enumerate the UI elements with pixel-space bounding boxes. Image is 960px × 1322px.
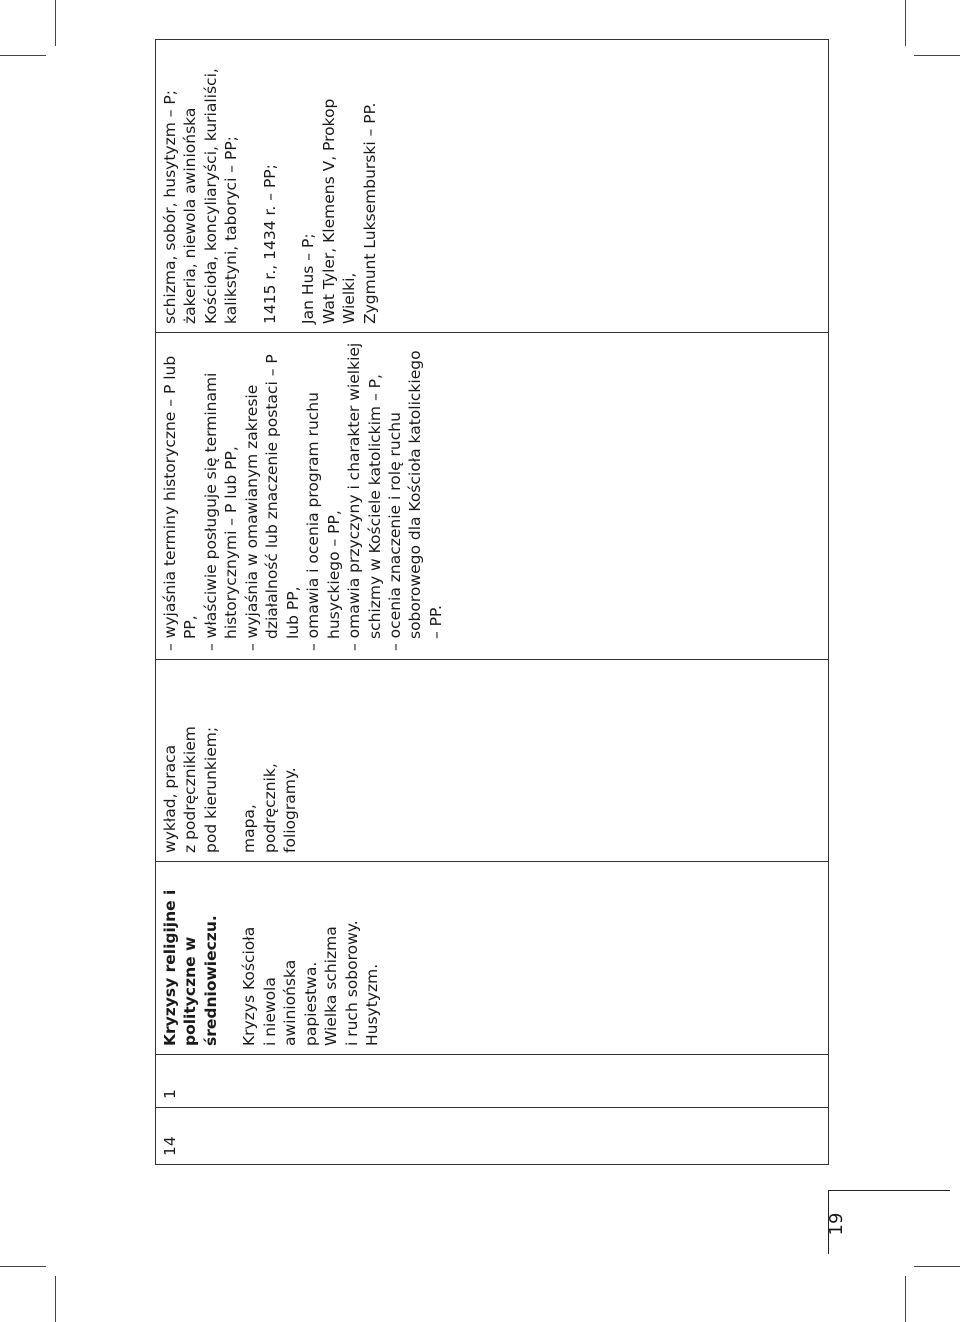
people-text: Jan Hus – P; Wat Tyler, Klemens V, Prokop Wielki, Zygmunt Luksemburski – PP. xyxy=(299,98,379,324)
list-item: – omawia przyczyny i charakter wielkiej schizmy w Kościele katolickim – P, xyxy=(345,342,384,651)
topic-cell xyxy=(156,862,829,1055)
lesson-plan-table-wrapper xyxy=(155,68,829,1165)
table-row xyxy=(156,40,829,1165)
requirements-list xyxy=(160,339,446,651)
lesson-number-cell xyxy=(156,1108,829,1165)
crop-mark xyxy=(905,0,906,46)
teaching-materials: mapa, podręcznik, foliogramy. xyxy=(240,763,300,853)
crop-mark xyxy=(55,0,56,46)
hours-cell xyxy=(156,1055,829,1108)
topic-details: Kryzys Kościoła i niewola awiniońska papiestwa. Wielka schizma i ruch soborowy. Husytyzm. xyxy=(240,920,382,1046)
dates-text: 1415 r., 1434 r. – PP; xyxy=(260,164,279,324)
crop-mark xyxy=(0,1266,46,1267)
terms-cell xyxy=(156,40,829,333)
page-number: 19 xyxy=(826,1212,847,1236)
list-item: – właściwie posługuje się terminami historycznymi – P lub PP, xyxy=(201,372,241,651)
crop-mark xyxy=(905,1276,906,1322)
list-item: – ocenia znaczenie i rolę ruchu soborowego dla Kościoła katolickiego – PP. xyxy=(385,350,445,651)
list-item: – wyjaśnia terminy historyczne – P lub PP, xyxy=(161,355,200,651)
page-number-rule-horizontal xyxy=(828,1190,950,1191)
lesson-number: 14 xyxy=(161,1136,179,1156)
topic-title: Kryzysy religijne i polityczne w średniowieczu. xyxy=(161,889,220,1046)
methods-cell xyxy=(156,660,829,862)
lesson-plan-table xyxy=(155,39,829,1165)
crop-mark xyxy=(55,1276,56,1322)
terms-text: schizma, sobór, husytyzm – P; żakeria, niewola awiniońska Kościoła, koncyliaryści, kurialiści, kalikstyni, taboryci – PP; xyxy=(161,68,241,324)
crop-mark xyxy=(914,55,960,56)
crop-mark xyxy=(0,55,46,56)
hours-count: 1 xyxy=(161,1089,179,1099)
list-item: – omawia i ocenia program ruchu husyckiego – PP, xyxy=(304,392,343,651)
teaching-methods: wykład, praca z podręcznikiem pod kierunkiem; xyxy=(161,726,220,853)
list-item: – wyjaśnia w omawianym zakresie działalność lub znaczenie postaci – P lub PP, xyxy=(242,354,302,651)
crop-mark xyxy=(914,1266,960,1267)
requirements-cell xyxy=(156,333,829,660)
